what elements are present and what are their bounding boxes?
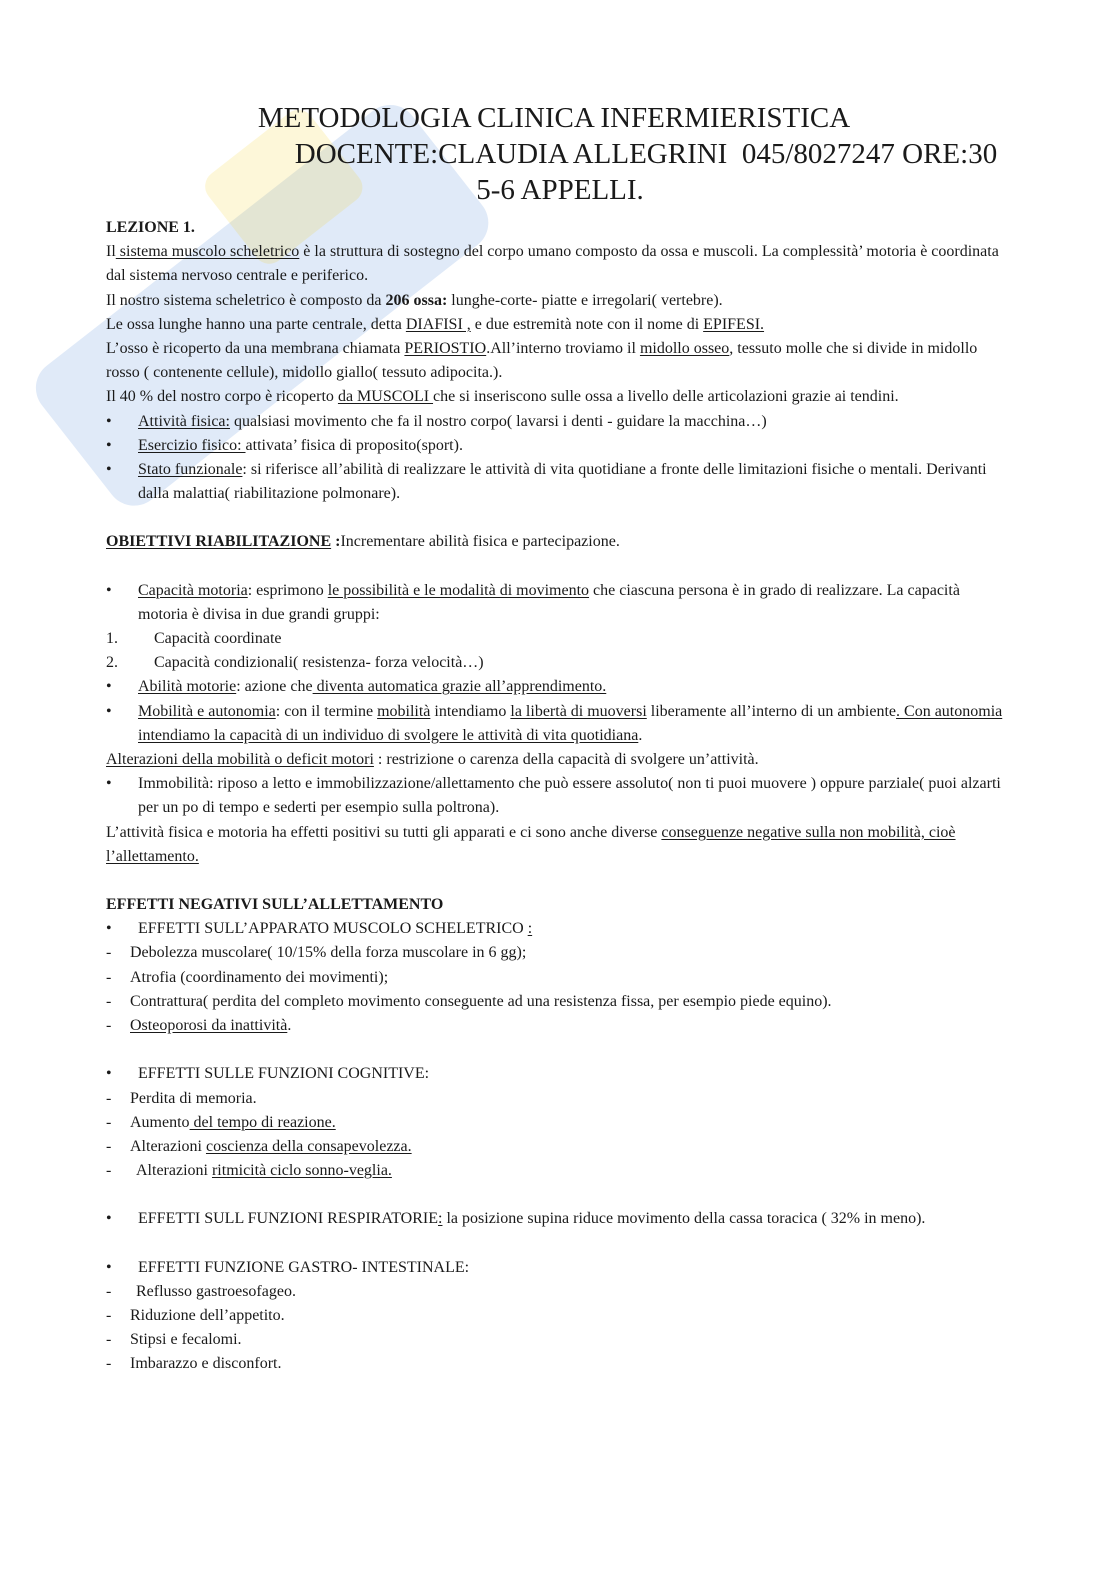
- dash-item: - Atrofia (coordinamento dei movimenti);: [106, 966, 1006, 990]
- list-item: • Attività fisica: qualsiasi movimento che fa il nostro corpo( lavarsi i denti - guidare la macchina…): [106, 410, 1006, 434]
- paragraph-periostio: L’osso è ricoperto da una membrana chiamata PERIOSTIO.All’interno troviamo il midollo osseo, tessuto molle che si divide in midollo rosso ( contenente cellule), midollo giallo( tessuto adipocita.).: [106, 340, 978, 382]
- list-item: • Stato funzionale: si riferisce all’abilità di realizzare le attività di vita quotidiane a fronte delle limitazioni fisiche o mentali. Derivanti dalla malattia( riabilitazione polmonare).: [106, 458, 1006, 506]
- dash-item: - Perdita di memoria.: [106, 1087, 1006, 1111]
- paragraph-diafisi: Le ossa lunghe hanno una parte centrale, detta DIAFISI , e due estremità note con il nome di EPIFESI.: [106, 315, 765, 333]
- dash-item: - Alterazioni coscienza della consapevolezza.: [106, 1135, 1006, 1159]
- list-item: • EFFETTI SULLE FUNZIONI COGNITIVE:: [106, 1062, 1006, 1086]
- title-line-2: DOCENTE:CLAUDIA ALLEGRINI 045/8027247 ORE:30: [294, 138, 998, 170]
- list-item: • EFFETTI FUNZIONE GASTRO- INTESTINALE:: [106, 1256, 1006, 1280]
- effects-heading: EFFETTI NEGATIVI SULL’ALLETTAMENTO: [106, 896, 444, 914]
- dash-item: - Reflusso gastroesofageo.: [106, 1280, 1006, 1304]
- dash-item: - Riduzione dell’appetito.: [106, 1304, 1006, 1328]
- list-item: • EFFETTI SULL FUNZIONI RESPIRATORIE: la posizione supina riduce movimento della cassa toracica ( 32% in meno).: [106, 1207, 1006, 1231]
- dash-item: - Imbarazzo e disconfort.: [106, 1352, 1006, 1376]
- list-item: • Esercizio fisico: attivata’ fisica di proposito(sport).: [106, 434, 1006, 458]
- numbered-item: 2. Capacità condizionali( resistenza- forza velocità…): [106, 654, 484, 672]
- objectives-heading: OBIETTIVI RIABILITAZIONE :Incrementare abilità fisica e partecipazione.: [106, 533, 620, 551]
- paragraph-ossa: Il nostro sistema scheletrico è composto da 206 ossa: lunghe-corte- piatte e irregolari( vertebre).: [106, 291, 723, 309]
- list-item: • Immobilità: riposo a letto e immobilizzazione/allettamento che può essere assoluto( non ti puoi muovere ) oppure parziale( puoi alzarti per un po di tempo e sederti per esempio sulla poltrona).: [106, 772, 1006, 820]
- dash-item: - Aumento del tempo di reazione.: [106, 1111, 1006, 1135]
- title-line-3: 5-6 APPELLI.: [476, 174, 644, 206]
- lesson-heading: LEZIONE 1.: [106, 219, 195, 236]
- document-title: [106, 100, 1006, 208]
- dash-item: - Contrattura( perdita del completo movimento conseguente ad una resistenza fissa, per esempio piede equino).: [106, 990, 1006, 1014]
- paragraph-attivita: L’attività fisica e motoria ha effetti positivi su tutti gli apparati e ci sono anche diverse conseguenze negative sulla non mobilità, cioè l’allettamento.: [106, 823, 956, 865]
- dash-item: - Debolezza muscolare( 10/15% della forza muscolare in 6 gg);: [106, 941, 1006, 965]
- dash-item: - Alterazioni ritmicità ciclo sonno-veglia.: [106, 1159, 1006, 1183]
- numbered-item: 1. Capacità coordinate: [106, 630, 282, 648]
- document-page: [106, 100, 1006, 1377]
- paragraph-sistema: Il sistema muscolo scheletrico è la struttura di sostegno del corpo umano composto da ossa e muscoli. La complessità’ motoria è coordinata dal sistema nervoso centrale e periferico.: [106, 243, 999, 285]
- paragraph-alterazioni: Alterazioni della mobilità o deficit motori : restrizione o carenza della capacità di svolgere un’attività.: [106, 751, 759, 769]
- dash-item: - Stipsi e fecalomi.: [106, 1328, 1006, 1352]
- list-item: • Mobilità e autonomia: con il termine mobilità intendiamo la libertà di muoversi liberamente all’interno di un ambiente. Con autonomia intendiamo la capacità di un individuo di svolgere le attività di vita quotidiana.: [106, 700, 1006, 748]
- list-item: • Capacità motoria: esprimono le possibilità e le modalità di movimento che ciascuna persona è in grado di realizzare. La capacità motoria è divisa in due grandi gruppi:: [106, 579, 1006, 627]
- dash-item: - Osteoporosi da inattività.: [106, 1014, 1006, 1038]
- list-item: • EFFETTI SULL’APPARATO MUSCOLO SCHELETRICO :: [106, 917, 1006, 941]
- title-line-1: METODOLOGIA CLINICA INFERMIERISTICA: [257, 102, 851, 134]
- paragraph-muscoli: Il 40 % del nostro corpo è ricoperto da MUSCOLI che si inseriscono sulle ossa a livello delle articolazioni grazie ai tendini.: [106, 388, 899, 406]
- list-item: • Abilità motorie: azione che diventa automatica grazie all’apprendimento.: [106, 675, 1006, 699]
